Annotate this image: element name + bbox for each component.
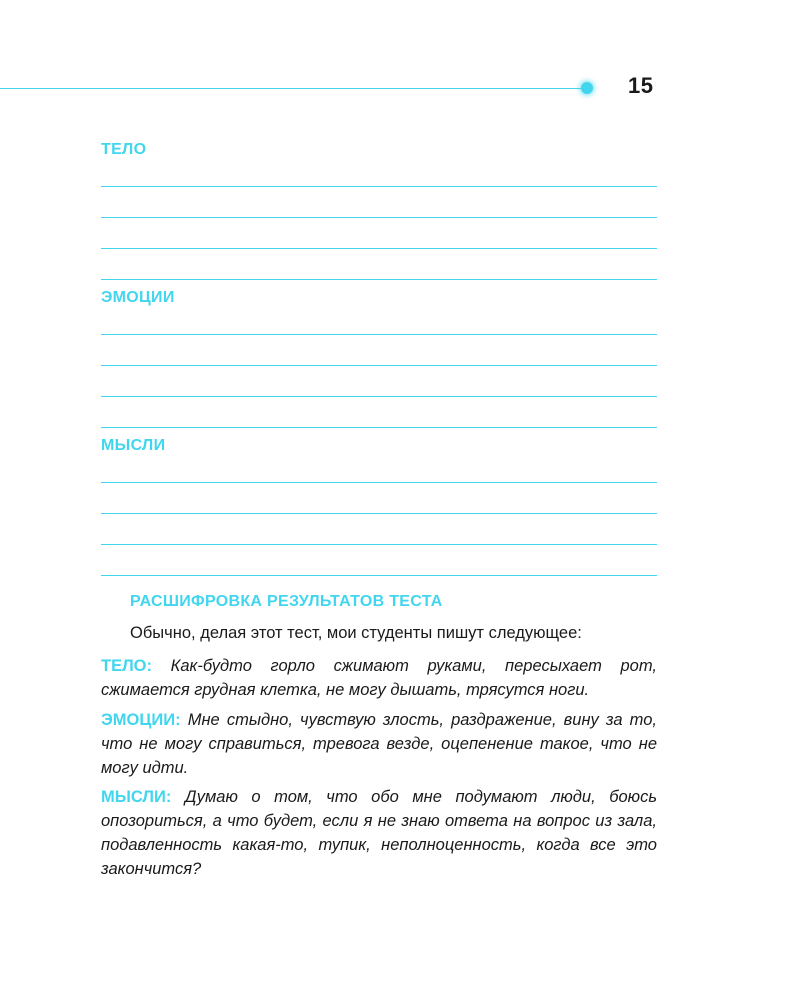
section-label-thoughts: МЫСЛИ — [101, 437, 166, 454]
decoding-intro: Обычно, делая этот тест, мои студенты пишут следующее: — [130, 624, 582, 642]
decoding-item-text: Мне стыдно, чувствую злость, раздражение, вину за то, что не могу справиться, тревога везде, оцепенение такое, что не могу идти. — [101, 711, 657, 777]
page-number: 15 — [628, 73, 654, 98]
writing-line[interactable] — [101, 279, 657, 280]
writing-line[interactable] — [101, 513, 657, 514]
header-dot-icon — [581, 82, 593, 94]
writing-line[interactable] — [101, 575, 657, 576]
decoding-item-emotions — [101, 708, 657, 780]
writing-line[interactable] — [101, 365, 657, 366]
decoding-title: РАСШИФРОВКА РЕЗУЛЬТАТОВ ТЕСТА — [130, 593, 443, 610]
writing-line[interactable] — [101, 186, 657, 187]
writing-line[interactable] — [101, 427, 657, 428]
header-rule — [0, 88, 584, 89]
decoding-item-text: Думаю о том, что обо мне подумают люди, боюсь опозориться, а что будет, если я не знаю ответа на вопрос из зала, подавленность какая-то, тупик, неполноценность, когда все это закончится? — [101, 788, 658, 878]
writing-line[interactable] — [101, 248, 657, 249]
section-label-emotions: ЭМОЦИИ — [101, 289, 175, 306]
writing-line[interactable] — [101, 482, 657, 483]
decoding-item-body — [101, 654, 657, 702]
decoding-item-text: Как-будто горло сжимают руками, пересыхает рот, сжимается грудная клетка, не могу дышать, трясутся ноги. — [101, 657, 657, 699]
section-label-body: ТЕЛО — [101, 141, 147, 158]
writing-line[interactable] — [101, 217, 657, 218]
decoding-item-label: МЫСЛИ: — [101, 788, 172, 806]
writing-line[interactable] — [101, 544, 657, 545]
writing-line[interactable] — [101, 396, 657, 397]
decoding-item-label: ЭМОЦИИ: — [101, 711, 181, 729]
decoding-item-label: ТЕЛО: — [101, 657, 152, 675]
writing-line[interactable] — [101, 334, 657, 335]
decoding-item-thoughts — [101, 785, 657, 881]
